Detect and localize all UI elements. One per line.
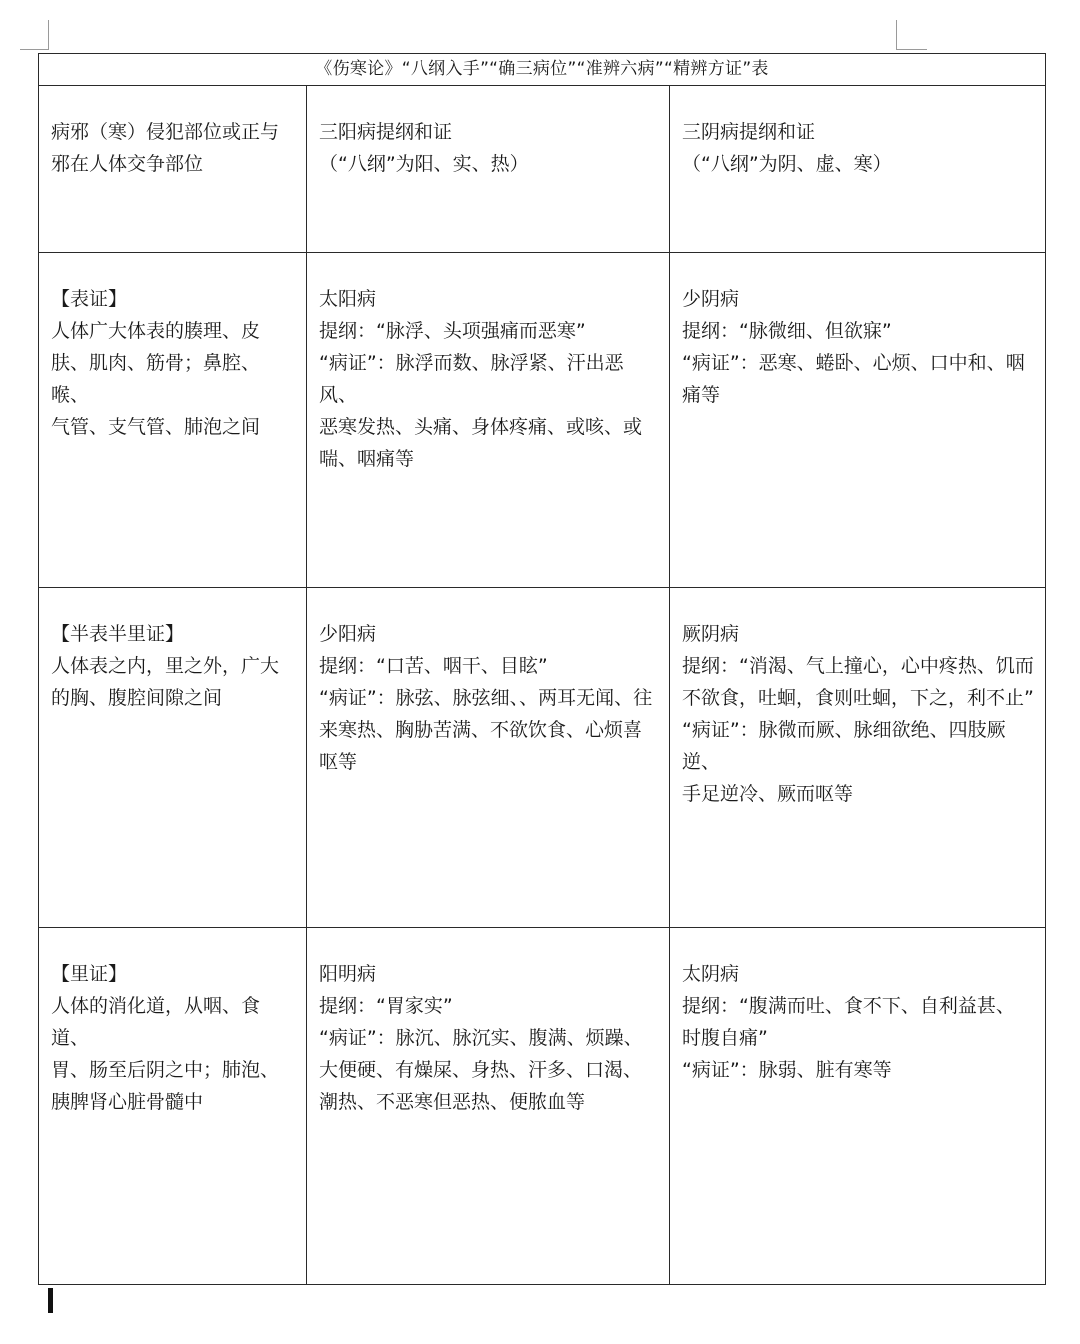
cell-text-line: 太阴病 <box>682 963 740 985</box>
cell-yin-disease <box>670 588 1046 928</box>
cell-text-line: 胰脾肾心脏骨髓中 <box>51 1091 204 1113</box>
page-corner-mark <box>48 20 49 50</box>
cell-text-line: “病证”：脉弦、脉弦细、、两耳无闻、往 <box>319 687 653 709</box>
cell-text-line: “病证”：恶寒、蜷卧、心烦、口中和、咽 <box>682 352 1025 374</box>
cell-text-line: 不欲食，吐蛔，食则吐蛔，下之，利不止” <box>682 687 1034 709</box>
cell-text-line: “病证”：脉微而厥、脉细欲绝、四肢厥逆、 <box>682 719 1006 773</box>
cell-text-line: 【半表半里证】 <box>51 623 185 645</box>
cell-text-line: 【表证】 <box>51 288 128 310</box>
cell-text-line: 呕等 <box>319 751 358 773</box>
cell-text-line: 的胸、腹腔间隙之间 <box>51 687 223 709</box>
cell-text-line: 提纲：“腹满而吐、食不下、自利益甚、 <box>682 995 1015 1017</box>
cell-text-line: 潮热、不恶寒但恶热、便脓血等 <box>319 1091 586 1113</box>
cell-yang-disease <box>307 588 670 928</box>
table-title: 《伤寒论》“八纲入手”“确三病位”“准辨六病”“精辨方证”表 <box>39 54 1046 86</box>
cell-text-line: 提纲：“脉浮、头项强痛而恶寒” <box>319 320 586 342</box>
page-corner-mark <box>897 49 927 50</box>
cell-text-line: 手足逆冷、厥而呕等 <box>682 783 854 805</box>
cell-text-line: （“八纲”为阴、虚、寒） <box>682 153 892 175</box>
cell-location <box>39 253 307 588</box>
cell-text-line: “病证”：脉浮而数、脉浮紧、汗出恶风、 <box>319 352 624 406</box>
cell-text-line: 气管、支气管、肺泡之间 <box>51 416 261 438</box>
cell-text-line: 提纲：“脉微细、但欲寐” <box>682 320 892 342</box>
cell-text-line: 肤、肌肉、筋骨；鼻腔、喉、 <box>51 352 261 406</box>
text-cursor <box>48 1288 53 1313</box>
cell-text-line: 喘、咽痛等 <box>319 448 415 470</box>
cell-text-line: “病证”：脉沉、脉沉实、腹满、烦躁、 <box>319 1027 643 1049</box>
table-row <box>39 253 1046 588</box>
cell-text-line: 人体表之内，里之外，广大 <box>51 655 280 677</box>
cell-yang-disease <box>307 253 670 588</box>
cell-text-line: 【里证】 <box>51 963 128 985</box>
cell-text-line: 大便硬、有燥屎、身热、汗多、口渴、 <box>319 1059 643 1081</box>
cell-text-line: 来寒热、胸胁苦满、不欲饮食、心烦喜 <box>319 719 643 741</box>
six-channel-table <box>38 53 1046 1285</box>
table-row <box>39 588 1046 928</box>
cell-yin-disease <box>670 253 1046 588</box>
cell-text-line: 少阴病 <box>682 288 740 310</box>
page-corner-mark <box>20 49 48 50</box>
cell-text-line: 恶寒发热、头痛、身体疼痛、或咳、或 <box>319 416 643 438</box>
table-header-row <box>39 86 1046 253</box>
cell-text-line: 三阴病提纲和证 <box>682 121 816 143</box>
cell-text-line: 提纲：“消渴、气上撞心，心中疼热、饥而 <box>682 655 1034 677</box>
cell-text-line: 阳明病 <box>319 963 377 985</box>
cell-text-line: 病邪（寒）侵犯部位或正与 <box>51 121 280 143</box>
cell-location <box>39 928 307 1285</box>
cell-text-line: 胃、肠至后阴之中；肺泡、 <box>51 1059 280 1081</box>
cell-text-line: 时腹自痛” <box>682 1027 768 1049</box>
cell-text-line: 邪在人体交争部位 <box>51 153 204 175</box>
cell-text-line: 痛等 <box>682 384 721 406</box>
cell-text-line: 提纲：“胃家实” <box>319 995 453 1017</box>
cell-text-line: 人体广大体表的腠理、皮 <box>51 320 261 342</box>
cell-yang-disease <box>307 928 670 1285</box>
cell-text-line: 少阳病 <box>319 623 377 645</box>
cell-yin-disease <box>670 928 1046 1285</box>
cell-text-line: （“八纲”为阳、实、热） <box>319 153 529 175</box>
cell-text-line: 提纲：“口苦、咽干、目眩” <box>319 655 548 677</box>
cell-text-line: “病证”：脉弱、脏有寒等 <box>682 1059 892 1081</box>
cell-location <box>39 588 307 928</box>
cell-text-line: 厥阴病 <box>682 623 740 645</box>
cell-text-line: 太阳病 <box>319 288 377 310</box>
header-cell-yin <box>670 86 1046 253</box>
table-row <box>39 928 1046 1285</box>
cell-text-line: 三阳病提纲和证 <box>319 121 453 143</box>
cell-text-line: 人体的消化道，从咽、食道、 <box>51 995 261 1049</box>
header-cell-yang <box>307 86 670 253</box>
page-corner-mark <box>896 20 897 50</box>
header-cell-location <box>39 86 307 253</box>
